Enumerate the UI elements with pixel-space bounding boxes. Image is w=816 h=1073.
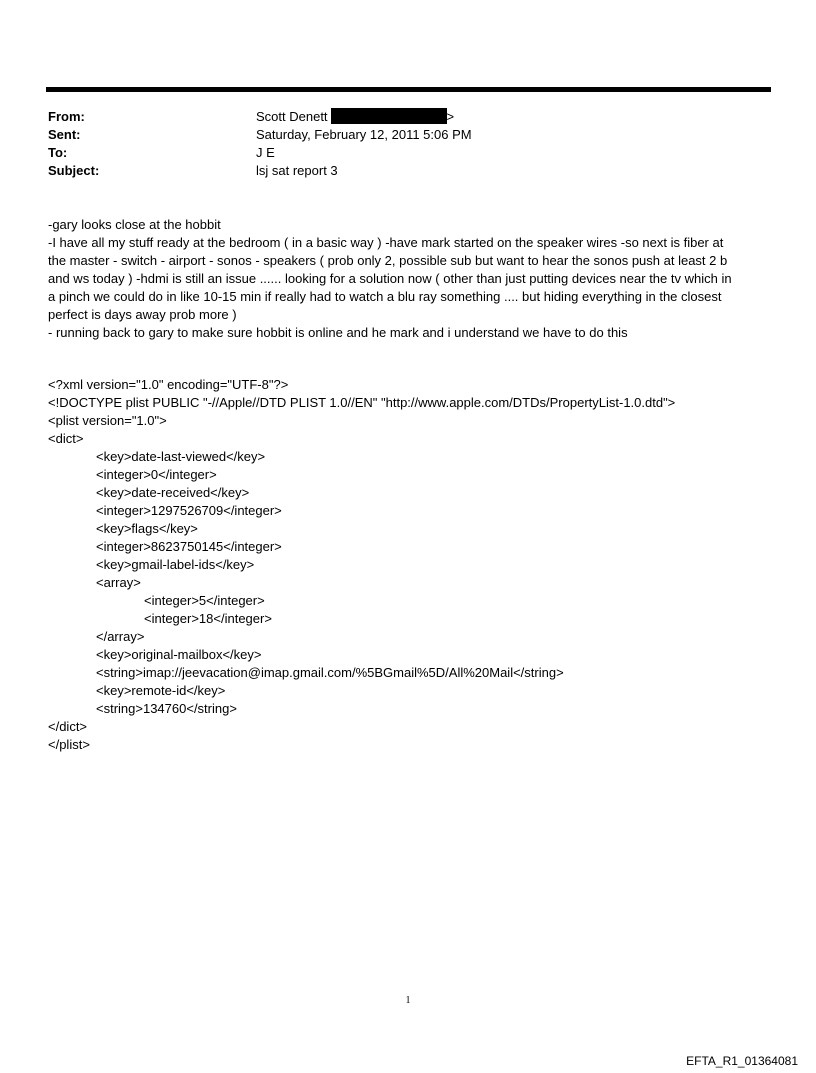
body-line: perfect is days away prob more ) xyxy=(48,307,237,322)
subject-row xyxy=(48,162,768,180)
xml-line: <key>original-mailbox</key> xyxy=(96,647,262,662)
from-suffix: > xyxy=(446,109,455,124)
xml-line: <string>imap://jeevacation@imap.gmail.com/%5BGmail%5D/All%20Mail</string> xyxy=(96,665,564,680)
body-line: the master - switch - airport - sonos - speakers ( prob only 2, possible sub but want to hear the sonos push at least 2 b xyxy=(48,253,728,268)
xml-line: <!DOCTYPE plist PUBLIC "-//Apple//DTD PLIST 1.0//EN" "http://www.apple.com/DTDs/PropertyList-1.0.dtd"> xyxy=(48,395,676,410)
xml-line: </dict> xyxy=(48,719,88,734)
xml-line: </array> xyxy=(96,629,145,644)
xml-line: </plist> xyxy=(48,737,90,752)
email-header xyxy=(48,108,768,180)
subject-value: lsj sat report 3 xyxy=(256,163,338,178)
body-line: - running back to gary to make sure hobbit is online and he mark and i understand we have to do this xyxy=(48,325,628,340)
xml-line: <key>date-last-viewed</key> xyxy=(96,449,266,464)
to-value: J E xyxy=(256,145,275,160)
xml-line: <integer>8623750145</integer> xyxy=(96,539,282,554)
xml-line: <?xml version="1.0" encoding="UTF-8"?> xyxy=(48,377,289,392)
sent-value: Saturday, February 12, 2011 5:06 PM xyxy=(256,127,472,142)
to-label: To: xyxy=(48,145,68,160)
xml-line: <dict> xyxy=(48,431,84,446)
email-body xyxy=(48,216,770,342)
body-line: a pinch we could do in like 10-15 min if really had to watch a blu ray something .... but hiding everything in the closest xyxy=(48,289,722,304)
body-line: -I have all my stuff ready at the bedroom ( in a basic way ) -have mark started on the speaker wires -so next is fiber at xyxy=(48,235,724,250)
body-line: -gary looks close at the hobbit xyxy=(48,217,221,232)
sent-row xyxy=(48,126,768,144)
redaction-box xyxy=(331,108,447,124)
xml-line: <integer>1297526709</integer> xyxy=(96,503,282,518)
xml-line: <key>gmail-label-ids</key> xyxy=(96,557,255,572)
header-divider xyxy=(46,87,771,92)
from-label: From: xyxy=(48,109,85,124)
xml-line: <integer>18</integer> xyxy=(144,611,272,626)
xml-line: <array> xyxy=(96,575,141,590)
from-value-wrapper xyxy=(256,108,454,126)
from-row xyxy=(48,108,768,126)
xml-line: <string>134760</string> xyxy=(96,701,237,716)
to-row xyxy=(48,144,768,162)
xml-line: <integer>5</integer> xyxy=(144,593,265,608)
subject-label: Subject: xyxy=(48,163,100,178)
xml-line: <key>date-received</key> xyxy=(96,485,250,500)
sent-label: Sent: xyxy=(48,127,81,142)
body-line: and ws today ) -hdmi is still an issue ...... looking for a solution now ( other than just putting devices near the tv which in xyxy=(48,271,732,286)
xml-line: <plist version="1.0"> xyxy=(48,413,167,428)
bates-number: EFTA_R1_01364081 xyxy=(686,1054,798,1068)
page-number: 1 xyxy=(405,995,411,1006)
xml-line: <integer>0</integer> xyxy=(96,467,217,482)
from-value: Scott Denett xyxy=(256,109,328,124)
plist-xml xyxy=(48,376,770,754)
xml-line: <key>remote-id</key> xyxy=(96,683,226,698)
xml-line: <key>flags</key> xyxy=(96,521,198,536)
